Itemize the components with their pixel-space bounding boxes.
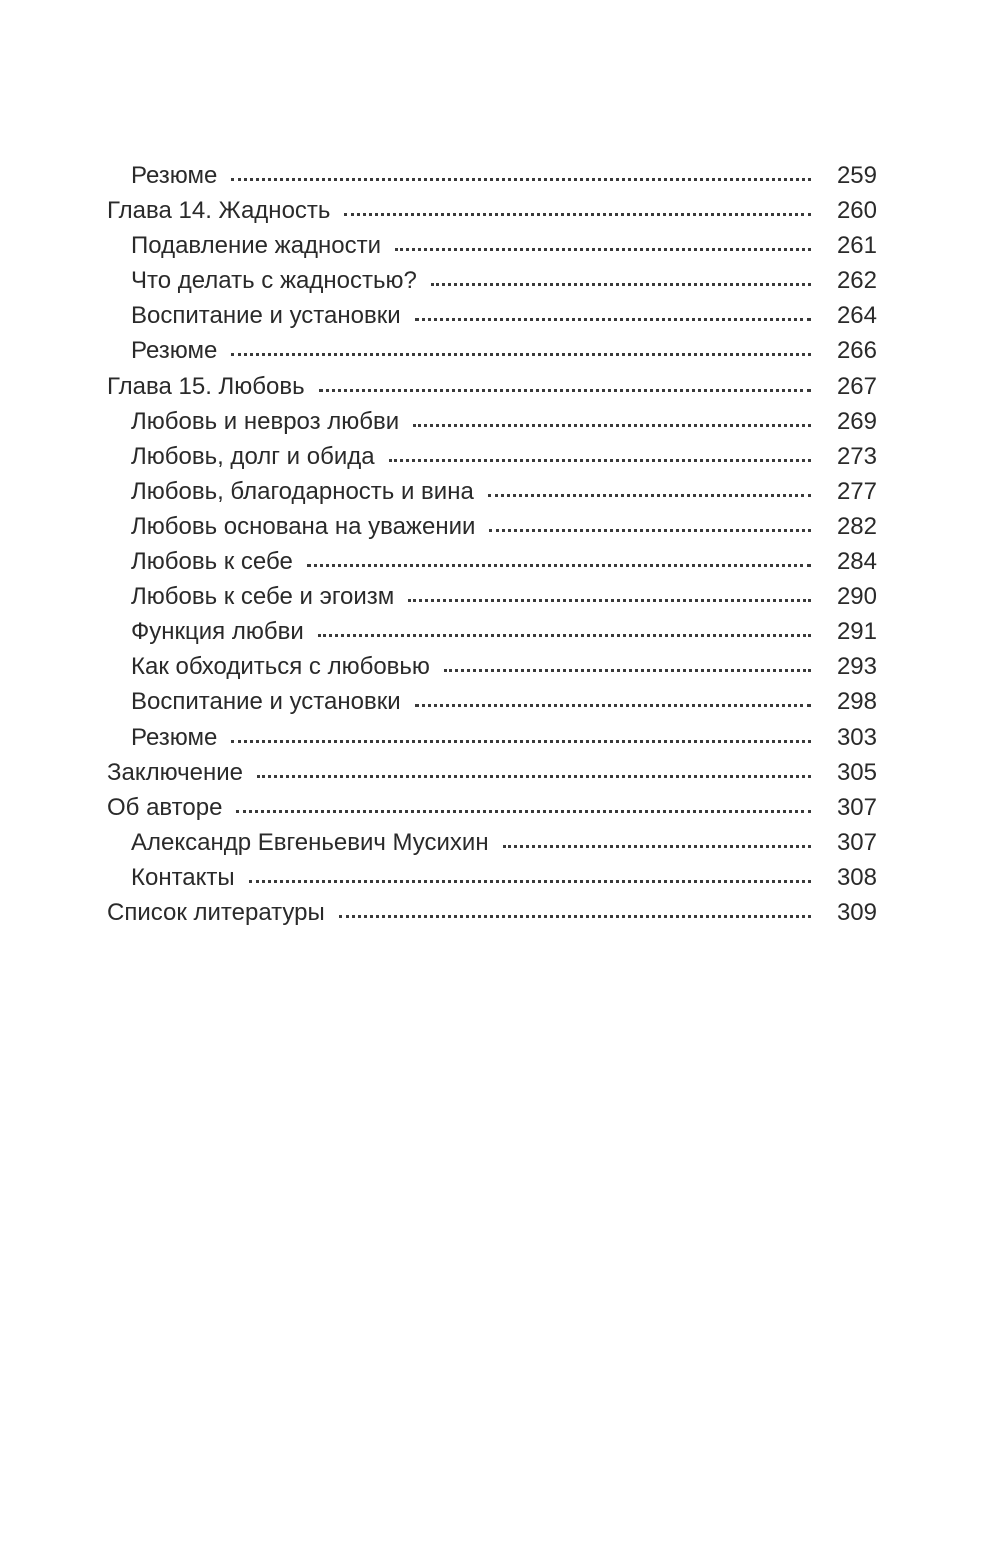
toc-section-entry bbox=[107, 860, 877, 895]
toc-entry-title: Любовь основана на уважении bbox=[131, 512, 476, 540]
toc-entry-page-number: 277 bbox=[836, 477, 877, 505]
toc-dot-leader bbox=[231, 353, 811, 356]
toc-dot-leader bbox=[339, 915, 811, 918]
toc-chapter-entry bbox=[107, 790, 877, 825]
toc-section-entry bbox=[107, 158, 877, 193]
toc-dot-leader bbox=[231, 740, 811, 743]
toc-entry-page-number: 269 bbox=[836, 407, 877, 435]
toc-entry-page-number: 264 bbox=[836, 302, 877, 330]
toc-section-entry bbox=[107, 684, 877, 719]
toc-entry-title: Воспитание и установки bbox=[131, 688, 401, 716]
toc-entry-title: Александр Евгеньевич Мусихин bbox=[131, 828, 489, 856]
toc-entry-page-number: 282 bbox=[836, 512, 877, 540]
toc-entry-title: Как обходиться с любовью bbox=[131, 653, 430, 681]
toc-entry-page-number: 305 bbox=[836, 758, 877, 786]
toc-entry-page-number: 308 bbox=[836, 863, 877, 891]
toc-entry-title: Любовь к себе и эгоизм bbox=[131, 583, 395, 611]
toc-section-entry bbox=[107, 439, 877, 474]
toc-section-entry bbox=[107, 298, 877, 333]
toc-section-entry bbox=[107, 228, 877, 263]
toc-dot-leader bbox=[415, 704, 811, 707]
toc-chapter-entry bbox=[107, 755, 877, 790]
toc-entry-title: Резюме bbox=[131, 162, 218, 189]
toc-entry-page-number: 266 bbox=[836, 337, 877, 365]
table-of-contents bbox=[107, 158, 877, 930]
toc-entry-page-number: 290 bbox=[836, 583, 877, 611]
toc-dot-leader bbox=[249, 880, 811, 883]
toc-entry-page-number: 259 bbox=[836, 162, 877, 189]
toc-entry-page-number: 307 bbox=[836, 793, 877, 821]
toc-entry-page-number: 291 bbox=[836, 618, 877, 646]
toc-section-entry bbox=[107, 614, 877, 649]
toc-section-entry bbox=[107, 474, 877, 509]
toc-dot-leader bbox=[318, 634, 811, 637]
toc-dot-leader bbox=[444, 669, 811, 672]
toc-entry-title: Любовь и невроз любви bbox=[131, 407, 400, 435]
toc-dot-leader bbox=[236, 810, 811, 813]
toc-entry-page-number: 307 bbox=[836, 828, 877, 856]
toc-dot-leader bbox=[415, 318, 811, 321]
toc-entry-title: Глава 15. Любовь bbox=[107, 372, 305, 400]
toc-entry-title: Резюме bbox=[131, 723, 218, 751]
toc-chapter-entry bbox=[107, 895, 877, 930]
toc-chapter-entry bbox=[107, 369, 877, 404]
toc-section-entry bbox=[107, 333, 877, 368]
toc-entry-page-number: 260 bbox=[836, 197, 877, 225]
toc-entry-page-number: 309 bbox=[836, 898, 877, 926]
toc-dot-leader bbox=[389, 459, 811, 462]
toc-entry-page-number: 261 bbox=[836, 232, 877, 260]
toc-entry-page-number: 267 bbox=[836, 372, 877, 400]
toc-dot-leader bbox=[408, 599, 811, 602]
toc-entry-page-number: 284 bbox=[836, 548, 877, 576]
toc-entry-page-number: 303 bbox=[836, 723, 877, 751]
toc-entry-title: Что делать с жадностью? bbox=[131, 267, 417, 295]
toc-entry-title: Любовь, долг и обида bbox=[131, 442, 375, 470]
toc-entry-page-number: 262 bbox=[836, 267, 877, 295]
toc-chapter-entry bbox=[107, 193, 877, 228]
toc-entry-title: Воспитание и установки bbox=[131, 302, 401, 330]
toc-dot-leader bbox=[319, 389, 811, 392]
toc-entry-title: Об авторе bbox=[107, 793, 223, 821]
toc-entry-title: Функция любви bbox=[131, 618, 304, 646]
toc-dot-leader bbox=[231, 178, 811, 181]
toc-entry-title: Глава 14. Жадность bbox=[107, 197, 331, 225]
toc-section-entry bbox=[107, 720, 877, 755]
toc-entry-page-number: 273 bbox=[836, 442, 877, 470]
toc-section-entry bbox=[107, 649, 877, 684]
toc-dot-leader bbox=[503, 845, 811, 848]
toc-entry-title: Заключение bbox=[107, 758, 243, 786]
toc-entry-title: Любовь к себе bbox=[131, 548, 293, 576]
toc-section-entry bbox=[107, 404, 877, 439]
toc-entry-title: Контакты bbox=[131, 863, 235, 891]
toc-dot-leader bbox=[307, 564, 811, 567]
toc-section-entry bbox=[107, 509, 877, 544]
toc-dot-leader bbox=[413, 424, 811, 427]
toc-section-entry bbox=[107, 263, 877, 298]
toc-entry-title: Любовь, благодарность и вина bbox=[131, 477, 474, 505]
toc-dot-leader bbox=[257, 775, 811, 778]
toc-section-entry bbox=[107, 579, 877, 614]
toc-dot-leader bbox=[431, 283, 811, 286]
toc-section-entry bbox=[107, 544, 877, 579]
toc-dot-leader bbox=[344, 213, 811, 216]
toc-section-entry bbox=[107, 825, 877, 860]
toc-entry-title: Резюме bbox=[131, 337, 218, 365]
toc-dot-leader bbox=[489, 529, 811, 532]
toc-entry-title: Подавление жадности bbox=[131, 232, 382, 260]
toc-dot-leader bbox=[488, 494, 811, 497]
toc-entry-title: Список литературы bbox=[107, 898, 325, 926]
toc-entry-page-number: 293 bbox=[836, 653, 877, 681]
toc-entry-page-number: 298 bbox=[836, 688, 877, 716]
toc-dot-leader bbox=[395, 248, 811, 251]
